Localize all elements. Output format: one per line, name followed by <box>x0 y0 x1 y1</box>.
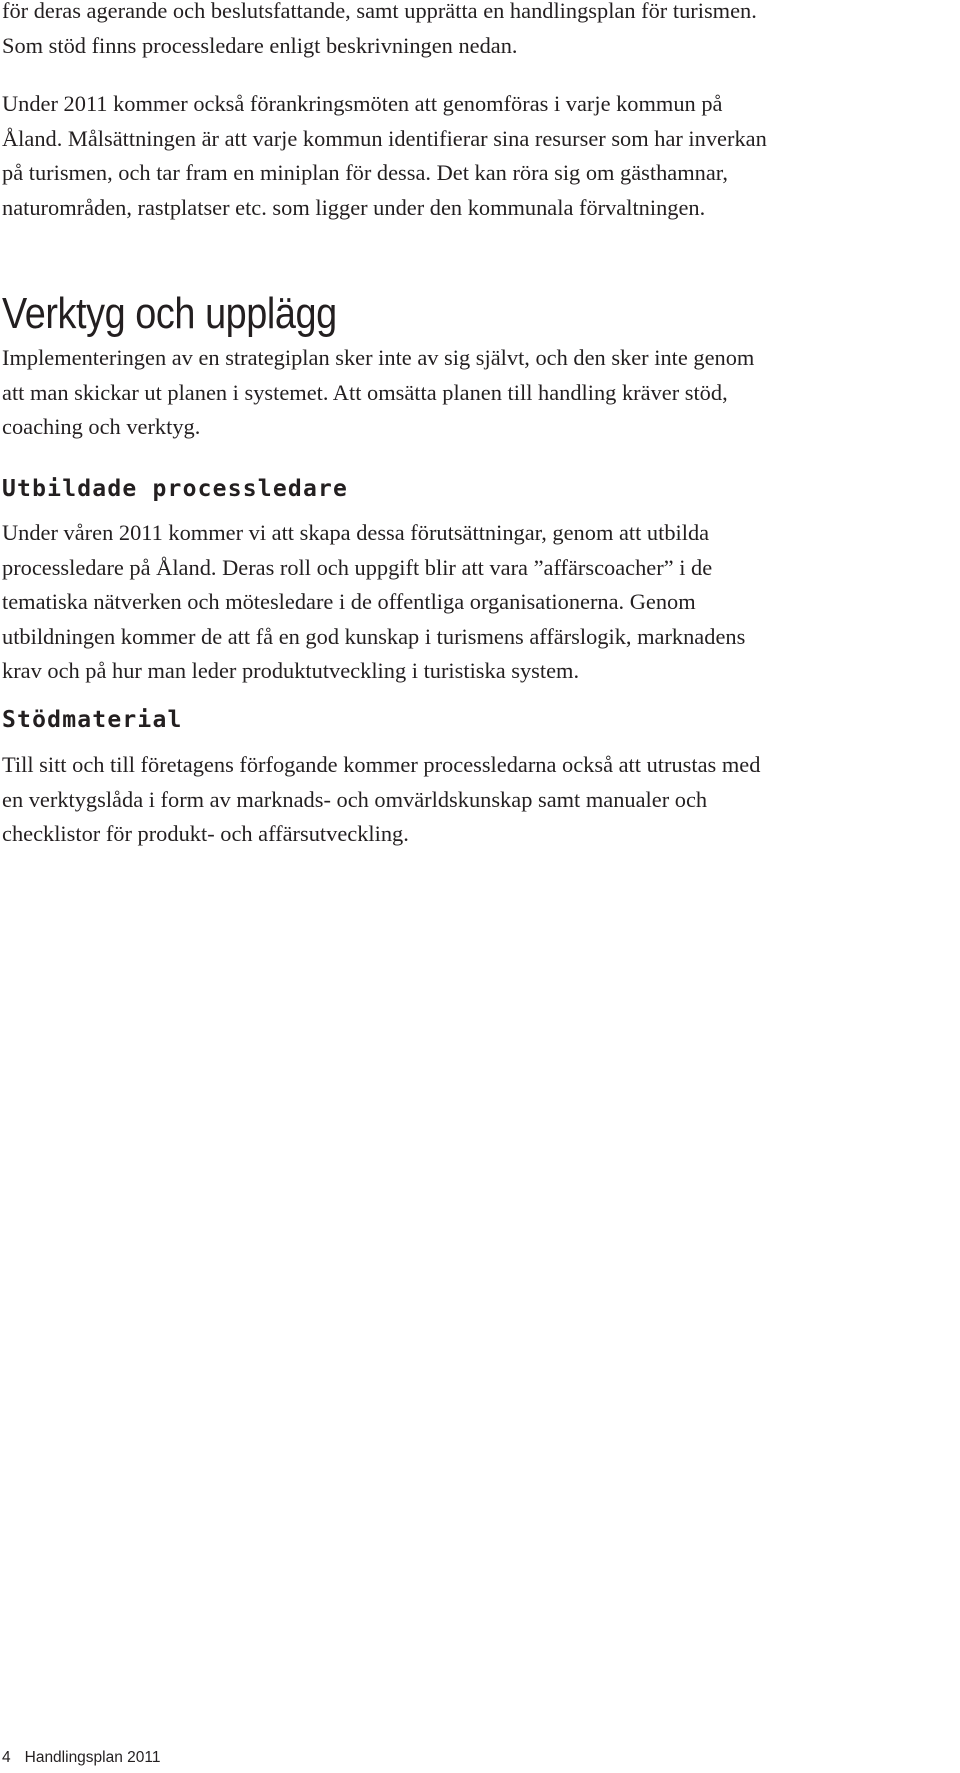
text-line: Till sitt och till företagens förfogande kommer processledarna också att utrustas med <box>2 752 761 777</box>
text-line: en verktygslåda i form av marknads- och omvärldskunskap samt manualer och <box>2 786 708 812</box>
text-line: krav och på hur man leder produktutveckling i turistiska system. <box>2 658 580 684</box>
intro-paragraph <box>2 0 952 63</box>
heading-verktyg: Verktyg och upplägg <box>2 289 337 338</box>
text-line: naturområden, rastplatser etc. som ligger under den kommunala förvaltningen. <box>2 194 706 220</box>
text-line: för deras agerande och beslutsfattande, samt upprätta en handlingsplan för turismen. <box>2 0 757 23</box>
page-number: 4 <box>2 1749 11 1766</box>
forankring-paragraph <box>2 87 952 225</box>
text-line: på turismen, och tar fram en miniplan för dessa. Det kan röra sig om gästhamnar, <box>2 160 728 186</box>
text-line: utbildningen kommer de att få en god kunskap i turismens affärslogik, marknadens <box>2 623 746 649</box>
verktyg-paragraph <box>2 341 952 445</box>
heading-utbildade: Utbildade processledare <box>2 476 349 502</box>
text-line: Åland. Målsättningen är att varje kommun identifierar sina resurser som har inverkan <box>2 125 767 151</box>
text-line: Implementeringen av en strategiplan sker inte av sig självt, och den sker inte genom <box>2 345 755 370</box>
text-line: checklistor för produkt- och affärsutveckling. <box>2 821 409 847</box>
text-line: att man skickar ut planen i systemet. Att omsätta planen till handling kräver stöd, <box>2 379 728 405</box>
utbildade-paragraph <box>2 516 952 689</box>
text-line: Som stöd finns processledare enligt beskrivningen nedan. <box>2 32 518 58</box>
footer-title: Handlingsplan 2011 <box>24 1749 161 1766</box>
text-line: tematiska nätverken och mötesledare i de offentliga organisationerna. Genom <box>2 589 696 615</box>
heading-stodmaterial: Stödmaterial <box>2 707 183 733</box>
text-line: processledare på Åland. Deras roll och uppgift blir att vara ”affärscoacher” i de <box>2 554 713 580</box>
text-line: coaching och verktyg. <box>2 414 201 440</box>
stodmaterial-paragraph <box>2 748 952 852</box>
page-footer <box>2 1748 161 1768</box>
text-line: Under 2011 kommer också förankringsmöten att genomföras i varje kommun på <box>2 91 723 116</box>
text-line: Under våren 2011 kommer vi att skapa dessa förutsättningar, genom att utbilda <box>2 520 710 545</box>
